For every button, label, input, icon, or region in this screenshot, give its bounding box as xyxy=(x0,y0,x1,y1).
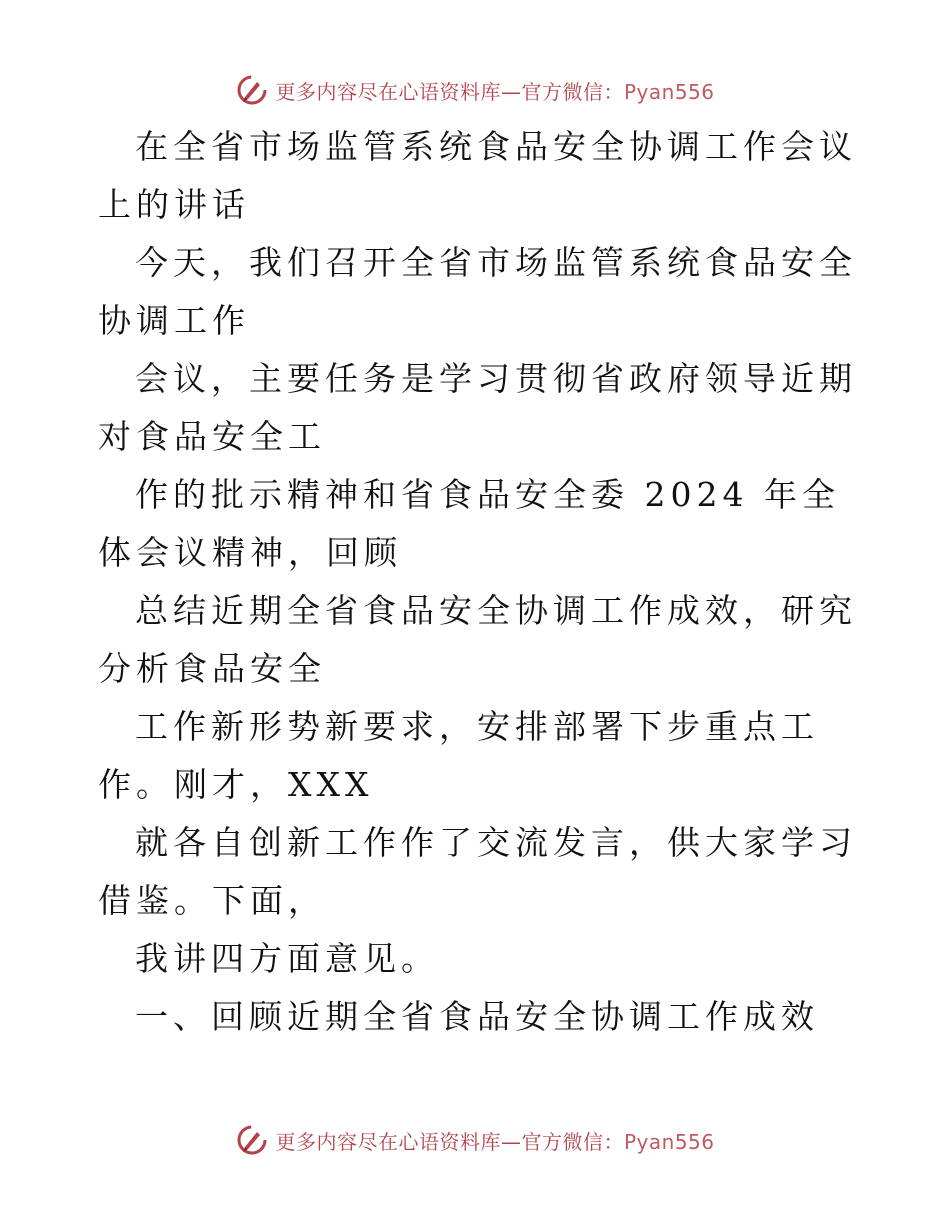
paragraph-line: 就各自创新工作作了交流发言，供大家学习借鉴。下面， xyxy=(98,823,857,920)
section-heading: 一、回顾近期全省食品安全协调工作成效 xyxy=(135,997,819,1036)
paragraph-line: 我讲四方面意见。 xyxy=(135,939,439,978)
wechat-id: Pyan556 xyxy=(623,79,715,104)
paragraph-line: 会议，主要任务是学习贯彻省政府领导近期对食品安全工 xyxy=(98,359,857,456)
paragraph-line: 总结近期全省食品安全协调工作成效，研究分析食品安全 xyxy=(98,591,857,688)
brush-pen-logo-icon xyxy=(235,1123,269,1157)
wechat-id: Pyan556 xyxy=(623,1129,715,1154)
document-body xyxy=(98,118,858,1046)
paragraph-title: 在全省市场监管系统食品安全协调工作会议上的讲话 xyxy=(98,127,857,224)
watermark-text: 更多内容尽在心语资料库—官方微信：Pyan556 xyxy=(275,79,715,104)
footer-watermark-banner xyxy=(0,1120,950,1160)
paragraph-line: 作的批示精神和省食品安全委 2024 年全体会议精神，回顾 xyxy=(98,475,840,572)
watermark-text: 更多内容尽在心语资料库—官方微信：Pyan556 xyxy=(275,1129,715,1154)
brush-pen-logo-icon xyxy=(235,73,269,107)
paragraph-line: 今天，我们召开全省市场监管系统食品安全协调工作 xyxy=(98,243,857,340)
header-watermark-banner xyxy=(0,70,950,110)
paragraph-line: 工作新形势新要求，安排部署下步重点工作。刚才，XXX xyxy=(98,707,819,804)
